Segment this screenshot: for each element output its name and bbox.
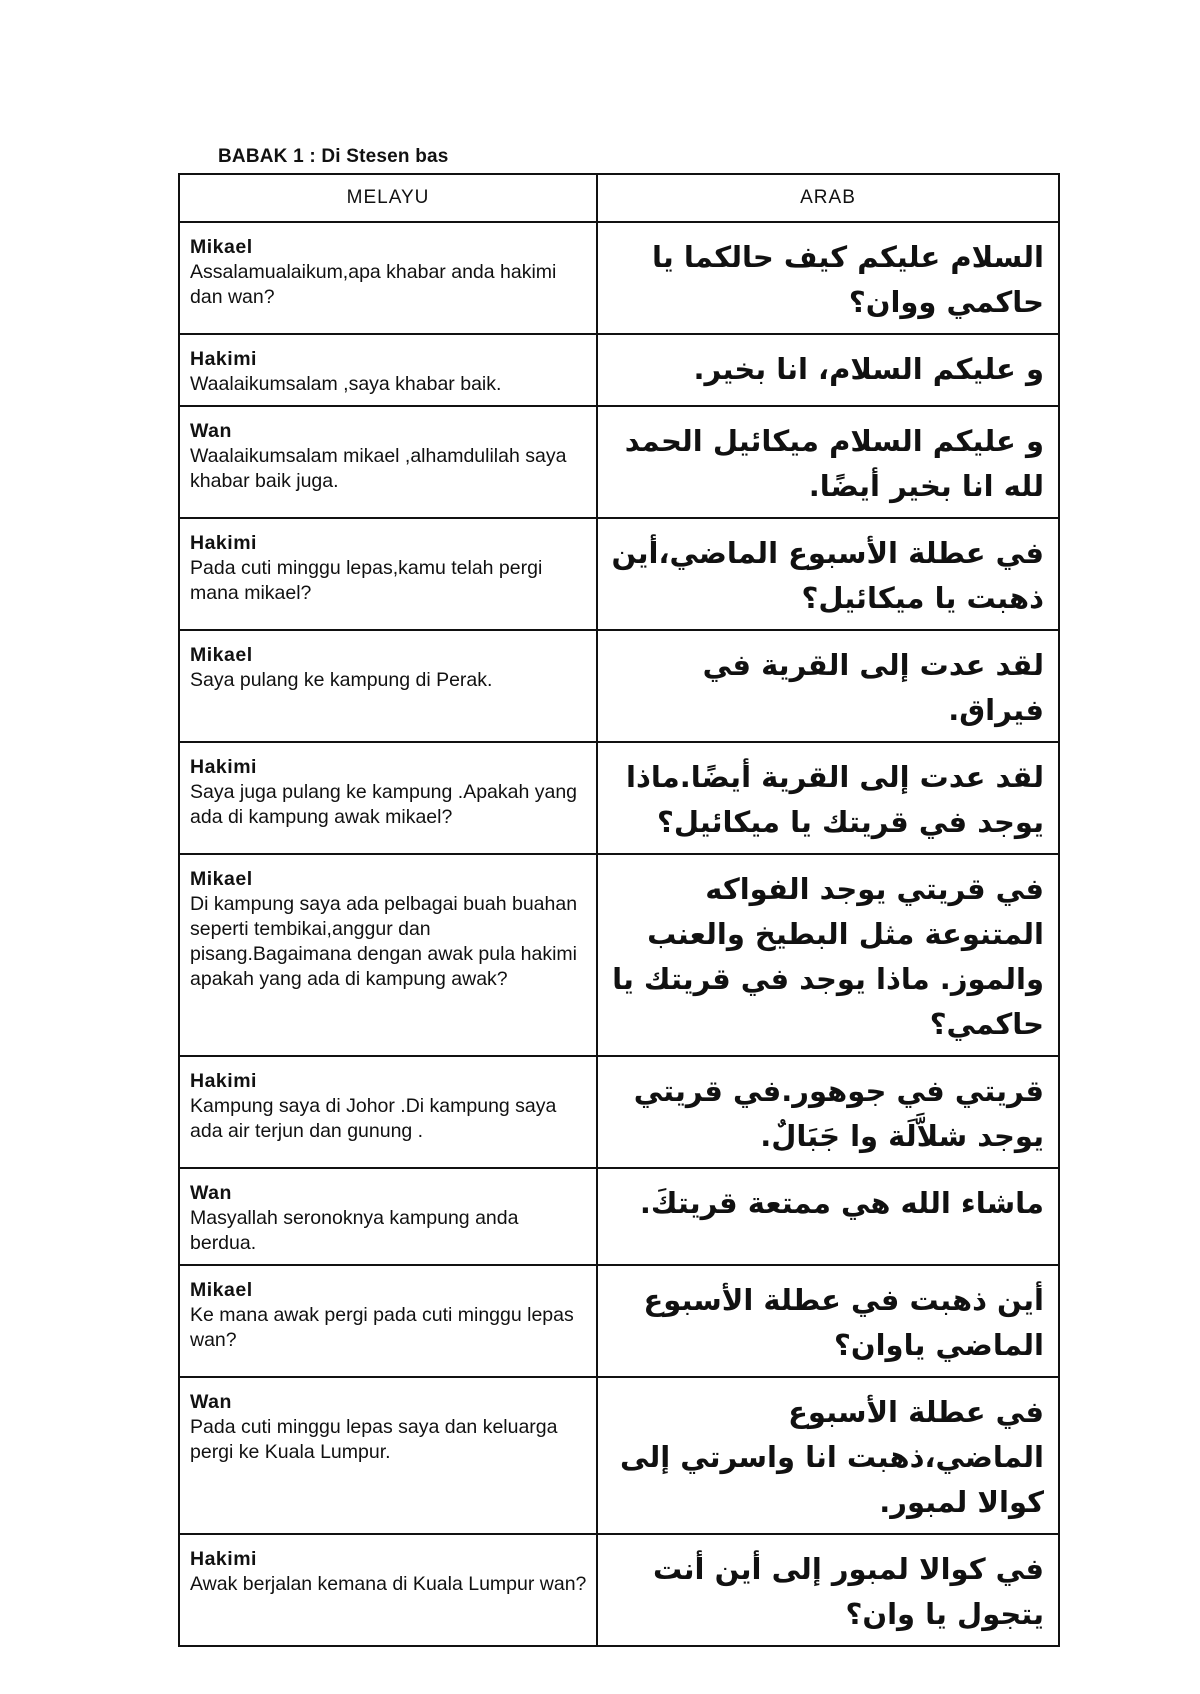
melayu-cell — [179, 1265, 597, 1377]
melayu-cell — [179, 854, 597, 1056]
arabic-text: في كوالا لمبور إلى أين أنت يتجول يا وان؟ — [597, 1534, 1059, 1646]
melayu-text: Saya pulang ke kampung di Perak. — [190, 669, 493, 691]
arabic-text: أين ذهبت في عطلة الأسبوع الماضي ياوان؟ — [597, 1265, 1059, 1377]
table-row — [179, 854, 1059, 1056]
table-row — [179, 1265, 1059, 1377]
table-row — [179, 222, 1059, 334]
speaker-name: Mikael — [190, 1279, 253, 1301]
melayu-text: Ke mana awak pergi pada cuti minggu lepas wan? — [190, 1304, 574, 1351]
melayu-text: Waalaikumsalam mikael ,alhamdulilah saya khabar baik juga. — [190, 445, 567, 492]
arabic-text: لقد عدت إلى القرية في فيراق. — [597, 630, 1059, 742]
melayu-cell — [179, 1534, 597, 1646]
speaker-name: Wan — [190, 1391, 232, 1413]
melayu-text: Assalamualaikum,apa khabar anda hakimi dan wan? — [190, 261, 557, 308]
table-row — [179, 334, 1059, 406]
speaker-name: Hakimi — [190, 1548, 257, 1570]
melayu-text: Awak berjalan kemana di Kuala Lumpur wan? — [190, 1573, 587, 1595]
table-row — [179, 518, 1059, 630]
melayu-cell — [179, 222, 597, 334]
dialogue-table — [178, 173, 1060, 1647]
speaker-name: Hakimi — [190, 348, 257, 370]
melayu-text: Saya juga pulang ke kampung .Apakah yang ada di kampung awak mikael? — [190, 781, 578, 828]
speaker-name: Mikael — [190, 236, 253, 258]
speaker-name: Wan — [190, 420, 232, 442]
melayu-text: Kampung saya di Johor .Di kampung saya ada air terjun dan gunung . — [190, 1095, 557, 1142]
melayu-cell — [179, 742, 597, 854]
table-row — [179, 1377, 1059, 1534]
melayu-cell — [179, 1377, 597, 1534]
melayu-text: Pada cuti minggu lepas saya dan keluarga pergi ke Kuala Lumpur. — [190, 1416, 558, 1463]
melayu-cell — [179, 406, 597, 518]
speaker-name: Mikael — [190, 868, 253, 890]
arabic-text: في عطلة الأسبوع الماضي،ذهبت انا واسرتي إلى كوالا لمبور. — [597, 1377, 1059, 1534]
arabic-text: لقد عدت إلى القرية أيضًا.ماذا يوجد في قريتك يا ميكائيل؟ — [597, 742, 1059, 854]
table-row — [179, 406, 1059, 518]
arabic-text: في قريتي يوجد الفواكه المتنوعة مثل البطيخ والعنب والموز. ماذا يوجد في قريتك يا حاكمي؟ — [597, 854, 1059, 1056]
melayu-text: Waalaikumsalam ,saya khabar baik. — [190, 373, 502, 395]
speaker-name: Wan — [190, 1182, 232, 1204]
melayu-cell — [179, 630, 597, 742]
table-row — [179, 1056, 1059, 1168]
melayu-cell — [179, 1056, 597, 1168]
melayu-text: Pada cuti minggu lepas,kamu telah pergi mana mikael? — [190, 557, 543, 604]
melayu-cell — [179, 518, 597, 630]
speaker-name: Mikael — [190, 644, 253, 666]
table-row — [179, 1534, 1059, 1646]
table-row — [179, 1168, 1059, 1265]
table-row — [179, 742, 1059, 854]
column-header-arab: ARAB — [597, 174, 1059, 222]
arabic-text: قريتي في جوهور.في قريتي يوجد شلاَّلَة وا جَبَالٌ. — [597, 1056, 1059, 1168]
arabic-text: و عليكم السلام ميكائيل الحمد لله انا بخير أيضًا. — [597, 406, 1059, 518]
speaker-name: Hakimi — [190, 1070, 257, 1092]
page-title: BABAK 1 : Di Stesen bas — [218, 146, 449, 167]
arabic-text: في عطلة الأسبوع الماضي،أين ذهبت يا ميكائيل؟ — [597, 518, 1059, 630]
speaker-name: Hakimi — [190, 756, 257, 778]
speaker-name: Hakimi — [190, 532, 257, 554]
table-row — [179, 630, 1059, 742]
arabic-text: و عليكم السلام، انا بخير. — [597, 334, 1059, 406]
melayu-cell — [179, 1168, 597, 1265]
arabic-text: ماشاء الله هي ممتعة قريتكَ. — [597, 1168, 1059, 1265]
melayu-text: Masyallah seronoknya kampung anda berdua. — [190, 1207, 519, 1254]
table-header-row — [179, 174, 1059, 222]
melayu-text: Di kampung saya ada pelbagai buah buahan seperti tembikai,anggur dan pisang.Bagaimana dengan awak pula hakimi apakah yang ada di kampung awak? — [190, 893, 578, 990]
arabic-text: السلام عليكم كيف حالكما يا حاكمي ووان؟ — [597, 222, 1059, 334]
column-header-melayu: MELAYU — [179, 174, 597, 222]
melayu-cell — [179, 334, 597, 406]
